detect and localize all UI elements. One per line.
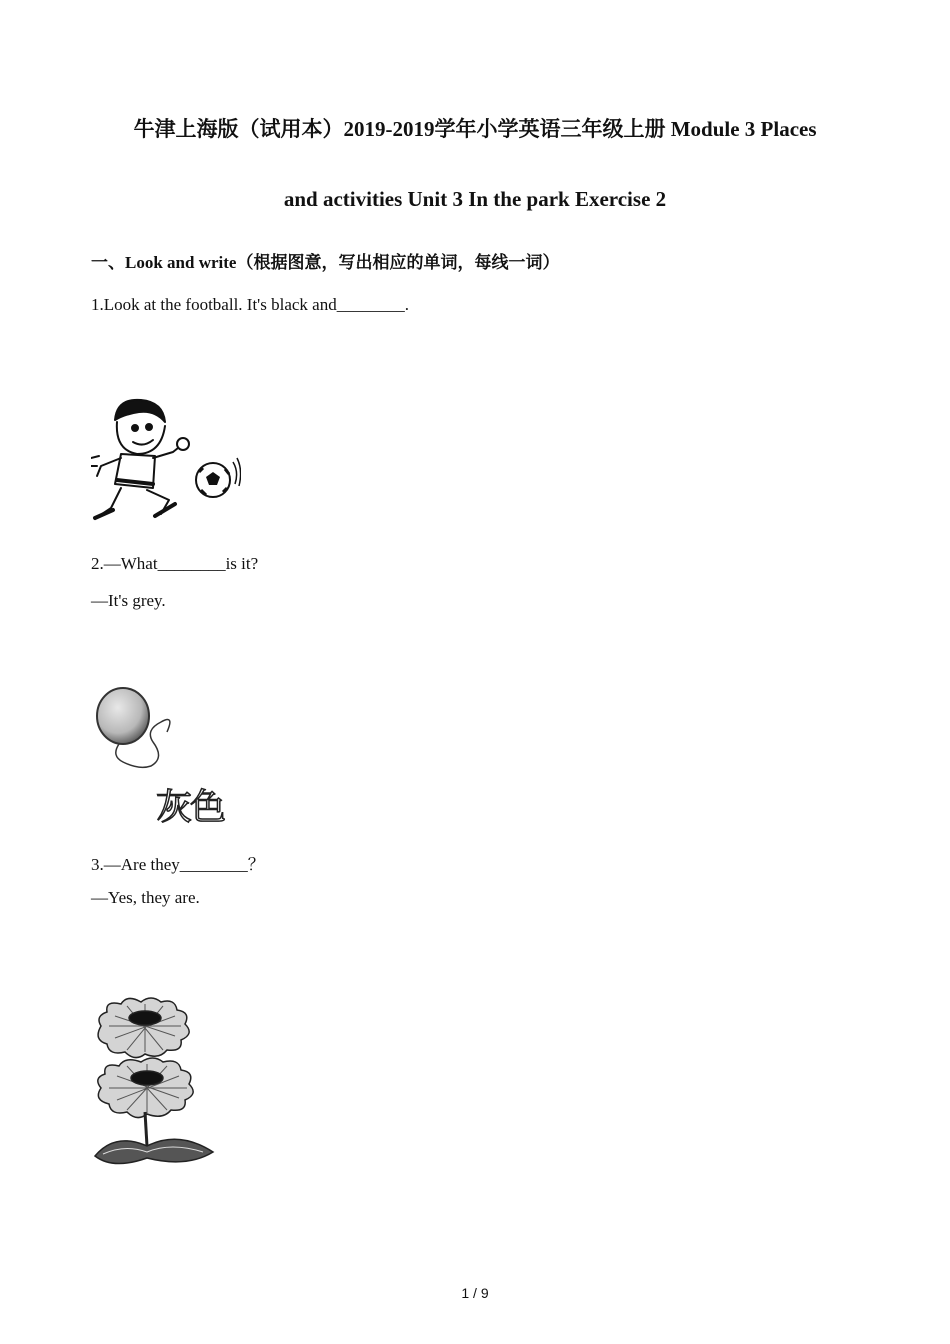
sunflower-icon	[98, 998, 189, 1058]
sunflower-icon	[98, 1058, 193, 1118]
document-title-line-1: 牛津上海版（试用本）2019-2019学年小学英语三年级上册 Module 3 Places	[133, 117, 817, 141]
sunflowers-image	[91, 996, 217, 1168]
document-title-line-2: and activities Unit 3 In the park Exercise 2	[283, 187, 667, 211]
question-1-text: 1.Look at the football. It's black and________.	[91, 295, 409, 314]
boy-kicking-football-image	[91, 392, 241, 528]
grey-balloon-image	[91, 686, 171, 782]
section-heading: 一、Look and write（根据图意，写出相应的单词，每线一词）	[91, 253, 560, 272]
football-icon	[196, 458, 241, 497]
question-3-text: 3.—Are they________？	[91, 855, 265, 874]
balloon-caption: 灰色	[156, 787, 225, 828]
page-number: 1 / 9	[461, 1285, 489, 1301]
question-2-text: 2.—What________is it?	[91, 554, 259, 573]
question-2-answer: —It's grey.	[91, 591, 166, 610]
question-3-answer: —Yes, they are.	[91, 888, 200, 907]
